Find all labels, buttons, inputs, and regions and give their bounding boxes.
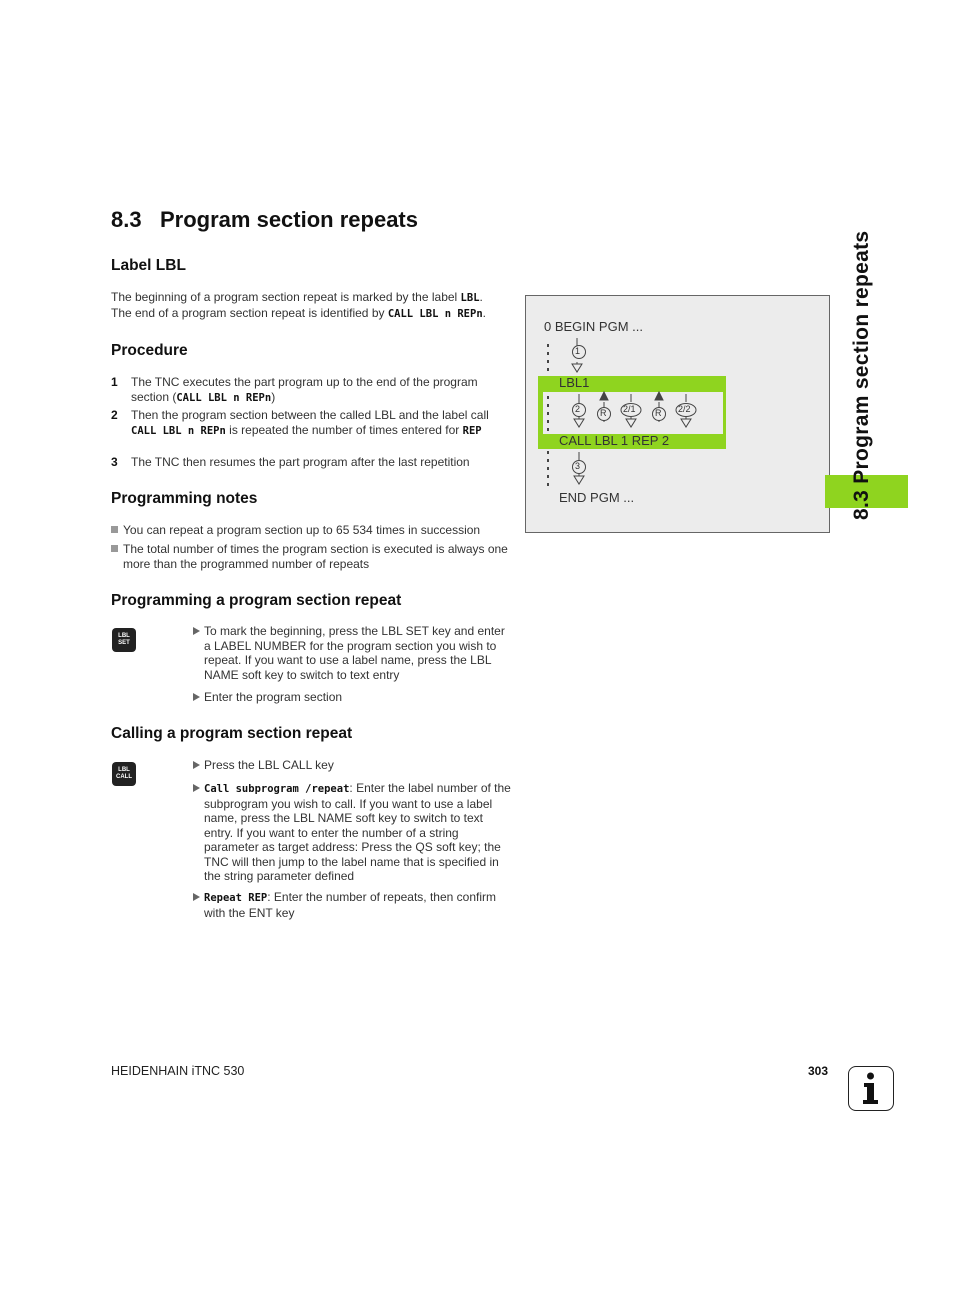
instruction-item: Enter the program section — [193, 690, 511, 705]
side-chapter-title: 8.3 Program section repeats — [850, 230, 873, 520]
programming-repeat-heading: Programming a program section repeat — [111, 592, 402, 609]
page-title — [111, 207, 418, 233]
instruction-item: Repeat REP: Enter the number of repeats, then confirm with the ENT key — [193, 890, 511, 920]
programming-notes-heading: Programming notes — [111, 490, 258, 507]
marker-label: R — [655, 408, 662, 418]
instruction-item: To mark the beginning, press the LBL SET key and enter a LABEL NUMBER for the program section you wish to repeat. If you want to use a label name, press the LBL NAME soft key to switch to text entry — [193, 624, 511, 682]
bullet-square-icon — [111, 526, 118, 533]
marker-label: 2 — [575, 404, 581, 414]
section-number: 8.3 — [111, 207, 142, 232]
note-item: The total number of times the program section is executed is always one more than the programmed number of repeats — [111, 542, 511, 571]
flow-arrows-icon — [526, 296, 831, 534]
footer-product: HEIDENHAIN iTNC 530 — [111, 1064, 245, 1078]
instruction-item: Press the LBL CALL key — [193, 758, 511, 773]
section-title: Program section repeats — [160, 207, 418, 232]
end-pgm-line: END PGM ... — [559, 490, 635, 505]
arrow-right-icon — [193, 761, 200, 769]
procedure-heading: Procedure — [111, 342, 188, 359]
procedure-step: 2 Then the program section between the called LBL and the label call CALL LBL n REPn is repeated the number of times entered for REP — [111, 408, 489, 437]
marker-label: 2/2 — [678, 404, 691, 414]
page-number: 303 — [808, 1064, 829, 1078]
procedure-step: 3 The TNC then resumes the part program after the last repetition — [111, 455, 470, 469]
arrow-right-icon — [193, 693, 200, 701]
begin-pgm-line: 0 BEGIN PGM ... — [544, 319, 643, 334]
marker-label: 1 — [575, 346, 581, 356]
arrow-right-icon — [193, 893, 200, 901]
arrow-right-icon — [193, 627, 200, 635]
note-item: You can repeat a program section up to 65 534 times in succession — [111, 523, 511, 538]
marker-label: R — [600, 408, 607, 418]
label-lbl-text: The beginning of a program section repeat is marked by the label LBL. The end of a program section repeat is identified by CALL LBL n REPn. — [111, 290, 486, 320]
marker-label: 3 — [575, 461, 581, 471]
marker-label: 2/1 — [623, 404, 636, 414]
lbl1-line: LBL1 — [559, 375, 590, 390]
call-lbl-line: CALL LBL 1 REP 2 — [559, 433, 670, 448]
lbl-set-key-icon: LBL SET — [112, 628, 136, 652]
arrow-right-icon — [193, 784, 200, 792]
program-flow-diagram — [525, 295, 830, 533]
procedure-step: 1 The TNC executes the part program up to the end of the program section (CALL LBL n REPn) — [111, 375, 478, 404]
lbl-call-key-icon: LBL CALL — [112, 762, 136, 786]
bullet-square-icon — [111, 545, 118, 552]
info-icon — [848, 1066, 894, 1111]
label-lbl-heading: Label LBL — [111, 257, 186, 274]
instruction-item: Call subprogram /repeat: Enter the label number of the subprogram you wish to call. If you want to use a label name, press the LBL NAME soft key to switch to text entry. If you want to enter the number of a string parameter as target address: Press the QS soft key; the TNC will then jump to the label name that is specified in the string parameter defined — [193, 781, 511, 884]
calling-repeat-heading: Calling a program section repeat — [111, 725, 353, 742]
